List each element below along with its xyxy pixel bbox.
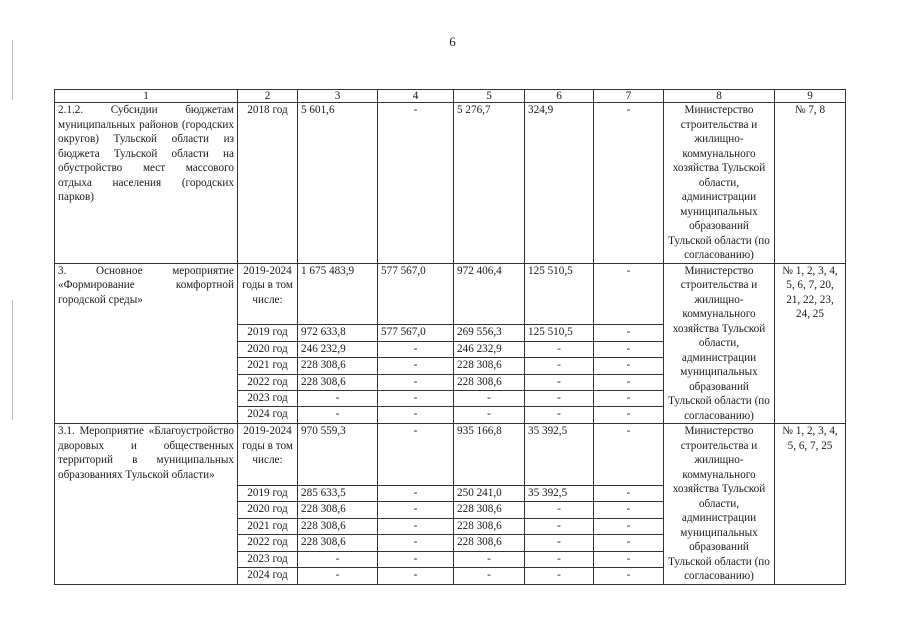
amount-total-cell: 1 675 483,9 — [298, 263, 378, 325]
amount-regional-cell: - — [454, 407, 525, 424]
amount-local-cell: 35 392,5 — [525, 424, 594, 486]
indicators-cell: № 7, 8 — [775, 103, 846, 264]
amount-extra-cell: - — [594, 485, 664, 501]
amount-federal-cell: - — [378, 424, 454, 486]
scan-mark — [12, 300, 13, 420]
header-cell: 6 — [525, 90, 594, 103]
amount-federal-cell: - — [378, 374, 454, 390]
header-cell: 3 — [298, 90, 378, 103]
period-cell: 2024 год — [238, 567, 298, 584]
header-cell: 5 — [454, 90, 525, 103]
amount-total-cell: 228 308,6 — [298, 535, 378, 551]
amount-extra-cell: - — [594, 263, 664, 325]
amount-total-cell: - — [298, 391, 378, 407]
amount-total-cell: 246 232,9 — [298, 341, 378, 357]
amount-federal-cell: 577 567,0 — [378, 325, 454, 341]
amount-total-cell: - — [298, 551, 378, 567]
header-cell: 4 — [378, 90, 454, 103]
amount-local-cell: 125 510,5 — [525, 325, 594, 341]
amount-local-cell: - — [525, 391, 594, 407]
measure-name-cell: 3. Основное мероприятие «Формирование комфортной городской среды» — [55, 263, 238, 424]
amount-total-cell: 972 633,8 — [298, 325, 378, 341]
amount-local-cell: - — [525, 341, 594, 357]
amount-total-cell: 285 633,5 — [298, 485, 378, 501]
amount-regional-cell: 228 308,6 — [454, 374, 525, 390]
period-cell: 2018 год — [238, 103, 298, 264]
measure-name-cell: 3.1. Мероприятие «Благоустройство дворовых и общественных территорий в муниципальных образованиях Тульской области» — [55, 424, 238, 585]
period-cell: 2019-2024 годы в том числе: — [238, 424, 298, 486]
measure-name-cell: 2.1.2. Субсидии бюджетам муниципальных районов (городских округов) Тульской области из бюджета Тульской области на обустройство мест массового отдыха населения (городских парков) — [55, 103, 238, 264]
amount-extra-cell: - — [594, 567, 664, 584]
period-cell: 2019-2024 годы в том числе: — [238, 263, 298, 325]
amount-regional-cell: 250 241,0 — [454, 485, 525, 501]
amount-local-cell: - — [525, 502, 594, 518]
amount-regional-cell: 228 308,6 — [454, 502, 525, 518]
amount-federal-cell: - — [378, 502, 454, 518]
period-cell: 2021 год — [238, 518, 298, 534]
amount-extra-cell: - — [594, 502, 664, 518]
amount-federal-cell: - — [378, 485, 454, 501]
amount-extra-cell: - — [594, 325, 664, 341]
period-cell: 2024 год — [238, 407, 298, 424]
amount-local-cell: 125 510,5 — [525, 263, 594, 325]
period-cell: 2023 год — [238, 391, 298, 407]
amount-federal-cell: - — [378, 358, 454, 374]
period-cell: 2022 год — [238, 374, 298, 390]
amount-regional-cell: 935 166,8 — [454, 424, 525, 486]
period-cell: 2021 год — [238, 358, 298, 374]
responsible-org-cell: Министерство строительства и жилищно-коммунального хозяйства Тульской области, администрации муниципальных образований Тульской области (по согласованию) — [664, 103, 775, 264]
amount-federal-cell: - — [378, 391, 454, 407]
amount-regional-cell: 228 308,6 — [454, 535, 525, 551]
amount-extra-cell: - — [594, 518, 664, 534]
amount-total-cell: 228 308,6 — [298, 518, 378, 534]
section-row — [55, 263, 846, 325]
amount-local-cell: - — [525, 358, 594, 374]
amount-federal-cell: - — [378, 103, 454, 264]
amount-federal-cell: - — [378, 518, 454, 534]
header-cell: 7 — [594, 90, 664, 103]
amount-regional-cell: 228 308,6 — [454, 518, 525, 534]
amount-local-cell: - — [525, 407, 594, 424]
header-row — [55, 90, 846, 103]
header-cell: 2 — [238, 90, 298, 103]
amount-extra-cell: - — [594, 103, 664, 264]
period-cell: 2019 год — [238, 485, 298, 501]
amount-regional-cell: 269 556,3 — [454, 325, 525, 341]
responsible-org-cell: Министерство строительства и жилищно-коммунального хозяйства Тульской области, администрации муниципальных образований Тульской области (по согласованию) — [664, 424, 775, 585]
responsible-org-cell: Министерство строительства и жилищно-коммунального хозяйства Тульской области, администрации муниципальных образований Тульской области (по согласованию) — [664, 263, 775, 424]
amount-local-cell: - — [525, 551, 594, 567]
amount-local-cell: - — [525, 567, 594, 584]
amount-total-cell: 970 559,3 — [298, 424, 378, 486]
table-body — [55, 90, 846, 585]
period-cell: 2023 год — [238, 551, 298, 567]
amount-extra-cell: - — [594, 341, 664, 357]
amount-local-cell: 324,9 — [525, 103, 594, 264]
amount-regional-cell: - — [454, 567, 525, 584]
amount-extra-cell: - — [594, 374, 664, 390]
amount-federal-cell: 577 567,0 — [378, 263, 454, 325]
amount-extra-cell: - — [594, 551, 664, 567]
section-row — [55, 103, 846, 264]
period-cell: 2020 год — [238, 341, 298, 357]
amount-regional-cell: 972 406,4 — [454, 263, 525, 325]
amount-local-cell: - — [525, 374, 594, 390]
header-cell: 1 — [55, 90, 238, 103]
header-cell: 9 — [775, 90, 846, 103]
amount-extra-cell: - — [594, 424, 664, 486]
amount-federal-cell: - — [378, 407, 454, 424]
indicators-cell: № 1, 2, 3, 4, 5, 6, 7, 25 — [775, 424, 846, 585]
period-cell: 2019 год — [238, 325, 298, 341]
amount-total-cell: - — [298, 567, 378, 584]
amount-federal-cell: - — [378, 551, 454, 567]
scan-mark — [12, 40, 13, 100]
amount-extra-cell: - — [594, 391, 664, 407]
amount-local-cell: 35 392,5 — [525, 485, 594, 501]
amount-total-cell: 228 308,6 — [298, 374, 378, 390]
amount-federal-cell: - — [378, 567, 454, 584]
amount-regional-cell: 228 308,6 — [454, 358, 525, 374]
amount-total-cell: - — [298, 407, 378, 424]
amount-total-cell: 228 308,6 — [298, 502, 378, 518]
page-number: 6 — [449, 34, 456, 49]
period-cell: 2020 год — [238, 502, 298, 518]
period-cell: 2022 год — [238, 535, 298, 551]
budget-table — [54, 89, 846, 585]
amount-regional-cell: 5 276,7 — [454, 103, 525, 264]
section-row — [55, 424, 846, 486]
amount-regional-cell: 246 232,9 — [454, 341, 525, 357]
amount-regional-cell: - — [454, 551, 525, 567]
amount-local-cell: - — [525, 518, 594, 534]
amount-regional-cell: - — [454, 391, 525, 407]
amount-total-cell: 5 601,6 — [298, 103, 378, 264]
amount-federal-cell: - — [378, 535, 454, 551]
amount-extra-cell: - — [594, 407, 664, 424]
header-cell: 8 — [664, 90, 775, 103]
amount-local-cell: - — [525, 535, 594, 551]
amount-total-cell: 228 308,6 — [298, 358, 378, 374]
indicators-cell: № 1, 2, 3, 4, 5, 6, 7, 20, 21, 22, 23, 24, 25 — [775, 263, 846, 424]
amount-federal-cell: - — [378, 341, 454, 357]
amount-extra-cell: - — [594, 535, 664, 551]
amount-extra-cell: - — [594, 358, 664, 374]
